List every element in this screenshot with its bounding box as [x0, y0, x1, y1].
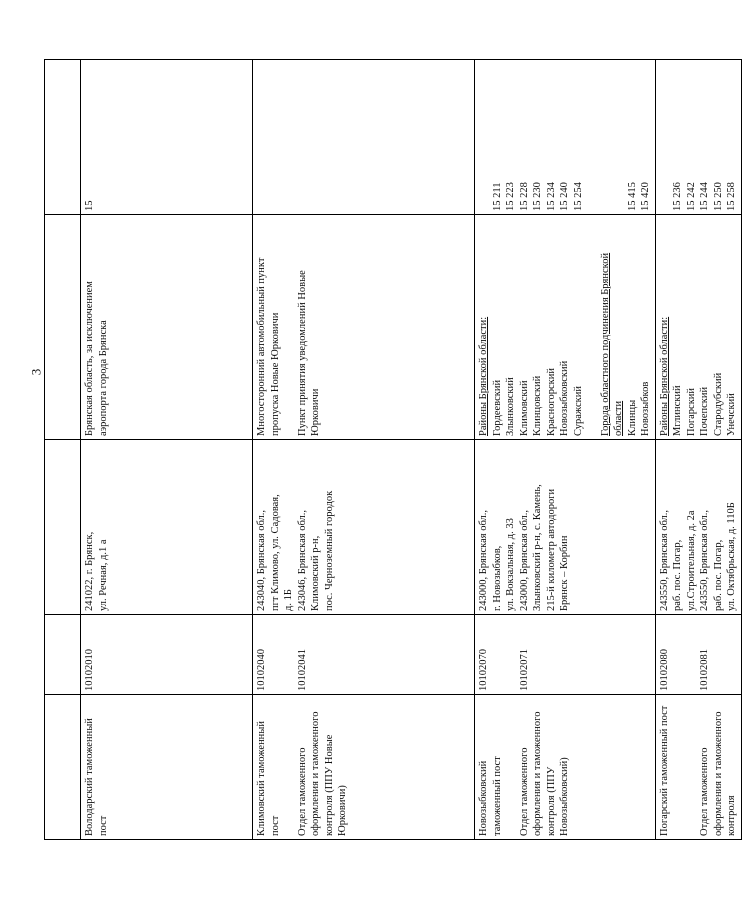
- code-value: 10102041: [296, 649, 308, 691]
- cell-code: [655, 615, 741, 695]
- cell-code: [45, 615, 81, 695]
- page-number: 3: [28, 368, 44, 376]
- cell-code: [475, 615, 656, 695]
- okato-value: 15: [84, 200, 95, 211]
- cell-post: [253, 695, 475, 840]
- rotated-table-wrapper: [44, 60, 737, 840]
- address-line: 243000, Брянская обл.,: [518, 509, 530, 611]
- post-line: Юрковичи): [337, 785, 348, 836]
- address-line: 243000, Брянская обл.,: [478, 509, 489, 611]
- zone-header: Города областного подчинения Брянской области: [599, 252, 624, 436]
- zone-line: Клинцовский: [532, 375, 543, 436]
- zone-line: Пункт принятия уведомлений Новые: [296, 270, 308, 436]
- post-line: [282, 698, 296, 836]
- table-row: [45, 60, 81, 840]
- zone-line: Юрковичи: [310, 388, 321, 436]
- post-line: [671, 698, 685, 836]
- address-line: 241022, г. Брянск,: [84, 531, 95, 611]
- zone-line: Погарский: [685, 387, 697, 436]
- address-line: 243046, Брянская обл.,: [296, 509, 308, 611]
- post-line: контроля (ППУ: [545, 766, 557, 836]
- cell-code: [253, 615, 475, 695]
- zone-line: Стародубский: [712, 372, 724, 436]
- zone-line: [282, 218, 296, 436]
- zone-line: Мглинский: [672, 385, 683, 436]
- okato-value: 15 240: [559, 182, 570, 211]
- customs-posts-table: [44, 59, 742, 840]
- cell-okato: [253, 60, 475, 215]
- cell-address: [45, 440, 81, 615]
- okato-value: 15 223: [505, 182, 516, 211]
- address-line: ул. Вокзальная, д. 33: [505, 518, 516, 611]
- cell-address: [475, 440, 656, 615]
- cell-zone: [81, 215, 253, 440]
- zone-line: Злынковский: [505, 377, 516, 436]
- zone-line: Климовский: [518, 380, 530, 436]
- cell-okato: [45, 60, 81, 215]
- code-value: 10102081: [699, 649, 710, 691]
- cell-zone: [253, 215, 475, 440]
- address-line: Климовский р-н,: [310, 535, 321, 611]
- cell-address: [81, 440, 253, 615]
- cell-address: [655, 440, 741, 615]
- code-value: 10102010: [84, 649, 95, 691]
- address-line: г. Новозыбков,: [491, 545, 503, 611]
- address-line: раб. пос. Погар,: [672, 539, 683, 611]
- post-line: Володарский таможенный: [84, 718, 95, 836]
- address-line: Брянск – Корбин: [559, 535, 570, 611]
- cell-okato: [655, 60, 741, 215]
- address-line: 243550, Брянская обл.,: [658, 509, 670, 611]
- post-line: Отдел таможенного: [296, 747, 308, 836]
- cell-code: [81, 615, 253, 695]
- zone-line: аэропорта города Брянска: [97, 320, 109, 436]
- address-line: ул. Октябрьская, д. 110Б: [726, 502, 737, 611]
- post-line: оформления и таможенного: [310, 711, 321, 836]
- cell-zone: [655, 215, 741, 440]
- cell-okato: [475, 60, 656, 215]
- okato-value: 15 230: [532, 182, 543, 211]
- zone-line: Новозыбковский: [559, 360, 570, 436]
- post-line: Отдел таможенного: [518, 747, 530, 836]
- cell-zone: [475, 215, 656, 440]
- code-value: 10102070: [478, 649, 489, 691]
- okato-value: 15 211: [491, 182, 503, 211]
- post-line: [685, 698, 699, 836]
- cell-post: [475, 695, 656, 840]
- post-line: оформления и таможенного: [712, 711, 724, 836]
- zone-header: Районы Брянской области:: [478, 316, 489, 436]
- address-line: 243550, Брянская обл.,: [699, 509, 710, 611]
- post-line: Погарский таможенный пост: [658, 705, 670, 836]
- address-line: пгт Климово, ул. Садовая,: [269, 494, 281, 611]
- zone-line: пропуска Новые Юрковичи: [269, 312, 281, 436]
- cell-post: [655, 695, 741, 840]
- post-line: Новозыбковский: [478, 760, 489, 836]
- zone-header: Районы Брянской области:: [658, 316, 670, 436]
- post-line: Отдел таможенного: [699, 747, 710, 836]
- table-row: [475, 60, 656, 840]
- zone-line: Почепский: [699, 386, 710, 436]
- address-line: ул. Речная, д.1 а: [97, 539, 109, 611]
- okato-value: 15 236: [672, 182, 683, 211]
- post-line: пост: [97, 815, 109, 836]
- zone-line: Унечский: [726, 393, 737, 436]
- zone-line: Гордеевский: [491, 379, 503, 436]
- table-row: [655, 60, 741, 840]
- post-line: таможенный пост: [491, 756, 503, 836]
- table-row: [253, 60, 475, 840]
- address-line: 215-й километр автодороги: [545, 488, 557, 611]
- code-value: 10102040: [256, 649, 267, 691]
- zone-line: Красногорский: [545, 368, 557, 436]
- post-line: контроля (ППУ Новые: [323, 734, 335, 836]
- address-line: Злынковский р-н, с. Камень,: [532, 484, 543, 611]
- post-line: оформления и таможенного: [532, 711, 543, 836]
- address-line: 243040, Брянская обл.,: [256, 509, 267, 611]
- zone-line: Брянская область, за исключением: [84, 281, 95, 436]
- okato-value: 15 234: [545, 182, 557, 211]
- okato-value: 15 254: [572, 182, 584, 211]
- zone-line: Клинцы: [626, 399, 638, 436]
- table-row: [81, 60, 253, 840]
- okato-value: 15 420: [640, 182, 651, 211]
- address-line: раб. пос. Погар,: [712, 539, 724, 611]
- address-line: ул.Строительная, д. 2а: [685, 510, 697, 611]
- cell-post: [81, 695, 253, 840]
- okato-value: 15 244: [699, 182, 710, 211]
- okato-value: 15 242: [685, 182, 697, 211]
- okato-value: 15 250: [712, 182, 724, 211]
- code-value: 10102071: [518, 649, 530, 691]
- zone-line: Суражский: [572, 386, 584, 436]
- post-line: контроля: [726, 795, 737, 836]
- post-line: Климовский таможенный: [256, 721, 267, 836]
- post-line: Новозыбковский): [559, 757, 570, 836]
- cell-okato: [81, 60, 253, 215]
- post-line: пост: [269, 815, 281, 836]
- okato-value: 15 415: [626, 182, 638, 211]
- post-line: [504, 698, 518, 836]
- okato-value: 15 228: [518, 182, 530, 211]
- zone-line: Новозыбков: [640, 381, 651, 436]
- address-line: д. 1Б: [283, 589, 294, 611]
- cell-zone: [45, 215, 81, 440]
- okato-value: 15 258: [726, 182, 737, 211]
- address-line: пос. Черноземный городок: [323, 490, 335, 611]
- zone-line: Многосторонний автомобильный пункт: [256, 257, 267, 436]
- cell-post: [45, 695, 81, 840]
- cell-address: [253, 440, 475, 615]
- code-value: 10102080: [658, 649, 670, 691]
